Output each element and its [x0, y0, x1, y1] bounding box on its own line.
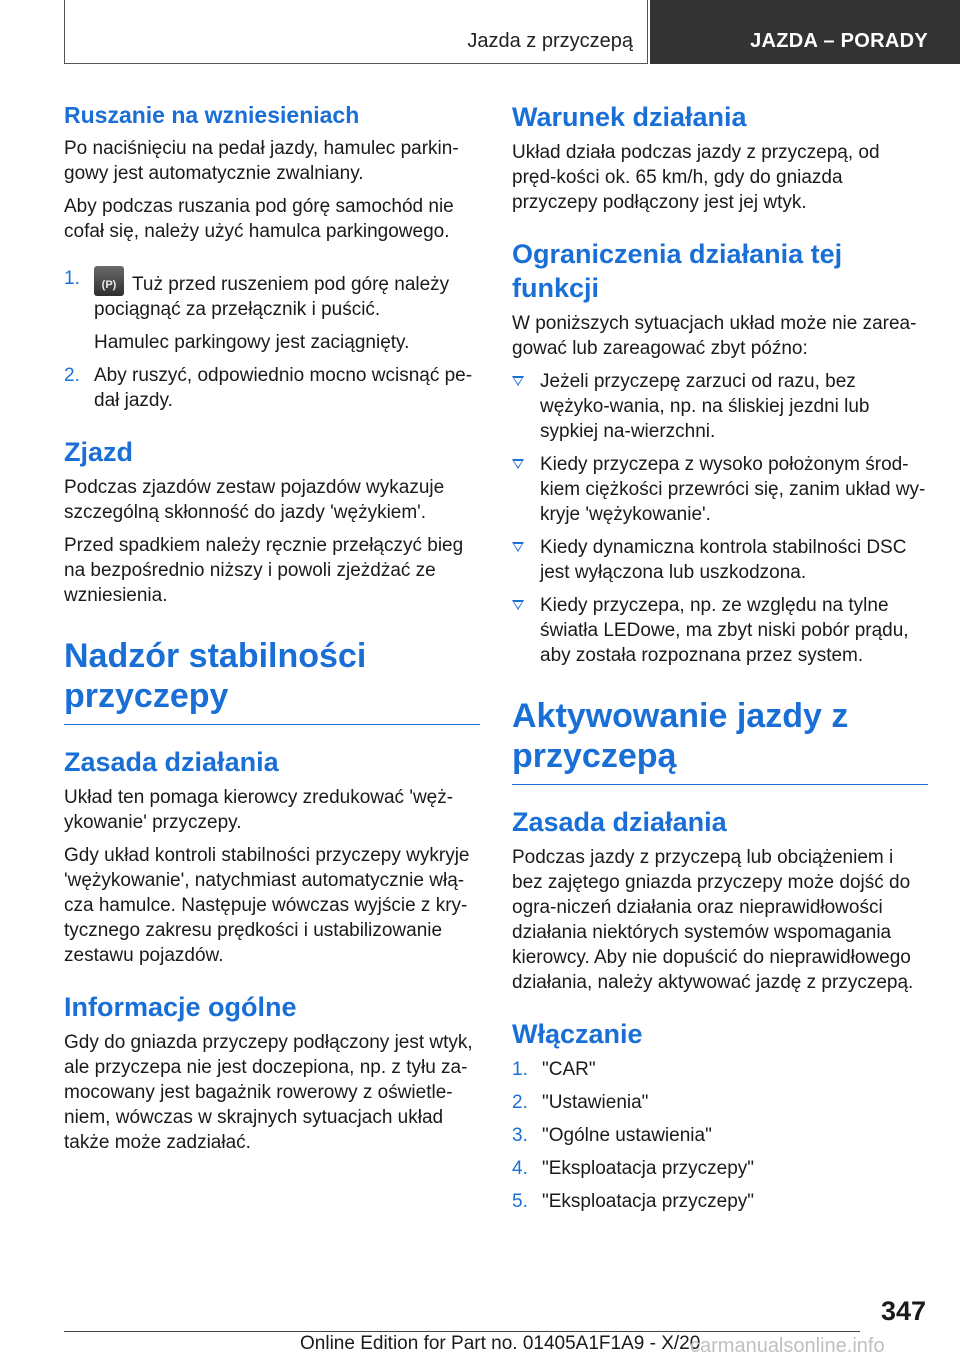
paragraph: Po naciśnięciu na pedał jazdy, hamulec parkin-gowy jest automatycznie zwalniany.	[64, 138, 459, 184]
list-item	[512, 593, 928, 668]
step-extra: Hamulec parkingowy jest zaciągnięty.	[94, 332, 410, 353]
list-item	[512, 1090, 928, 1115]
heading-info: Informacje ogólne	[64, 992, 297, 1022]
paragraph: Gdy układ kontroli stabilności przyczepy wykryje 'wężykowanie', natychmiast automatycznie włą-cza hamulce. Następuje wówczas wyjście z kry-tycznego zakresu prędkości i ustabilizowanie zestawu pojazdów.	[64, 845, 470, 966]
watermark: carmanualsonline.info	[690, 1335, 885, 1357]
list-item	[512, 369, 928, 444]
page-number: 347	[880, 1296, 926, 1326]
parking-brake-switch-icon	[94, 266, 124, 296]
bullet-text: Kiedy przyczepa z wysoko położonym środ-kiem ciężkości przewróci się, zanim układ wy-kryje 'wężykowanie'.	[540, 454, 926, 525]
footer-edition: Online Edition for Part no. 01405A1F1A9 - X/20	[300, 1333, 701, 1354]
paragraph: Podczas zjazdów zestaw pojazdów wykazuje szczególną skłonność do jazdy 'wężykiem'.	[64, 477, 445, 523]
step-text: Aby ruszyć, odpowiednio mocno wcisnąć pe-dał jazdy.	[94, 365, 473, 411]
step-number: 3.	[512, 1125, 528, 1146]
triangle-bullet-icon	[512, 459, 524, 469]
list-item	[512, 1189, 928, 1214]
step-number: 5.	[512, 1191, 528, 1212]
heading-wlaczanie: Włączanie	[512, 1019, 643, 1049]
paragraph: Gdy do gniazda przyczepy podłączony jest wtyk, ale przyczepa nie jest doczepiona, np. z tyłu za-mocowany jest bagażnik rowerowy z oświetle-niem, wówczas w skrajnych sytuacjach układ także może zadziałać.	[64, 1032, 473, 1153]
bullet-text: Kiedy przyczepa, np. ze względu na tylne światła LEDowe, ma zbyt niski pobór prądu, aby została rozpoznana przez system.	[540, 595, 909, 666]
heading-zasada: Zasada działania	[64, 747, 279, 777]
left-column	[64, 100, 480, 1163]
heading-zjazd: Zjazd	[64, 437, 134, 467]
header-chapter-box	[650, 0, 960, 64]
step-number: 1.	[64, 268, 80, 289]
header-section-box	[64, 0, 648, 64]
step-text: Tuż przed ruszeniem pod górę należy pociągnąć za przełącznik i puścić.	[94, 274, 450, 320]
heading-ograniczenia: Ograniczenia działania tej funkcji	[512, 239, 843, 303]
list-item	[64, 363, 480, 413]
step-text: "Ogólne ustawienia"	[542, 1125, 712, 1146]
step-number: 4.	[512, 1158, 528, 1179]
paragraph: Podczas jazdy z przyczepą lub obciążeniem i bez zajętego gniazda przyczepy może dojść do ogra-niczeń działania oraz nieprawidłowości działania niektórych systemów wspomagania kierowcy. Aby nie dopuścić do nieprawidłowego działania, należy aktywować jazdę z przyczepą.	[512, 847, 914, 993]
paragraph: Układ ten pomaga kierowcy zredukować 'węż-ykowanie' przyczepy.	[64, 787, 454, 833]
list-item	[512, 535, 928, 585]
steps-list	[64, 266, 480, 413]
list-item	[512, 1057, 928, 1082]
step-number: 2.	[512, 1092, 528, 1113]
header-chapter-title: JAZDA – PORADY	[750, 30, 928, 52]
list-item	[64, 266, 480, 355]
heading-aktywowanie: Aktywowanie jazdy z przyczepą	[512, 696, 928, 785]
heading-zasada-right: Zasada działania	[512, 807, 727, 837]
heading-nadzor: Nadzór stabilności przyczepy	[64, 636, 480, 725]
paragraph: W poniższych sytuacjach układ może nie zarea-gować lub zareagować zbyt późno:	[512, 313, 917, 359]
heading-warunek: Warunek działania	[512, 102, 747, 132]
triangle-bullet-icon	[512, 542, 524, 552]
step-text: "Ustawienia"	[542, 1092, 649, 1113]
bullet-text: Jeżeli przyczepę zarzuci od razu, bez wężyko-wania, np. na śliskiej jezdni lub sypkiej na-wierzchni.	[540, 371, 870, 442]
step-text: "CAR"	[542, 1059, 596, 1080]
right-column	[512, 100, 928, 1222]
paragraph: Aby podczas ruszania pod górę samochód nie cofał się, należy użyć hamulca parkingowego.	[64, 196, 454, 242]
bullet-list	[512, 369, 928, 668]
paragraph: Układ działa podczas jazdy z przyczepą, od pręd-kości ok. 65 km/h, gdy do gniazda przyczepy podłączony jest jej wtyk.	[512, 142, 880, 213]
triangle-bullet-icon	[512, 600, 524, 610]
heading-ruszanie: Ruszanie na wzniesieniach	[64, 102, 360, 128]
step-number: 1.	[512, 1059, 528, 1080]
paragraph: Przed spadkiem należy ręcznie przełączyć bieg na bezpośrednio niższy i powoli zjeżdżać ze wzniesienia.	[64, 535, 464, 606]
step-text: "Eksploatacja przyczepy"	[542, 1191, 755, 1212]
step-number: 2.	[64, 365, 80, 386]
list-item	[512, 452, 928, 527]
header-section-title: Jazda z przyczepą	[467, 30, 633, 52]
triangle-bullet-icon	[512, 376, 524, 386]
menu-steps-list	[512, 1057, 928, 1214]
bullet-text: Kiedy dynamiczna kontrola stabilności DSC jest wyłączona lub uszkodzona.	[540, 537, 907, 583]
step-text: "Eksploatacja przyczepy"	[542, 1158, 755, 1179]
list-item	[512, 1123, 928, 1148]
footer-divider	[64, 1331, 860, 1332]
list-item	[512, 1156, 928, 1181]
